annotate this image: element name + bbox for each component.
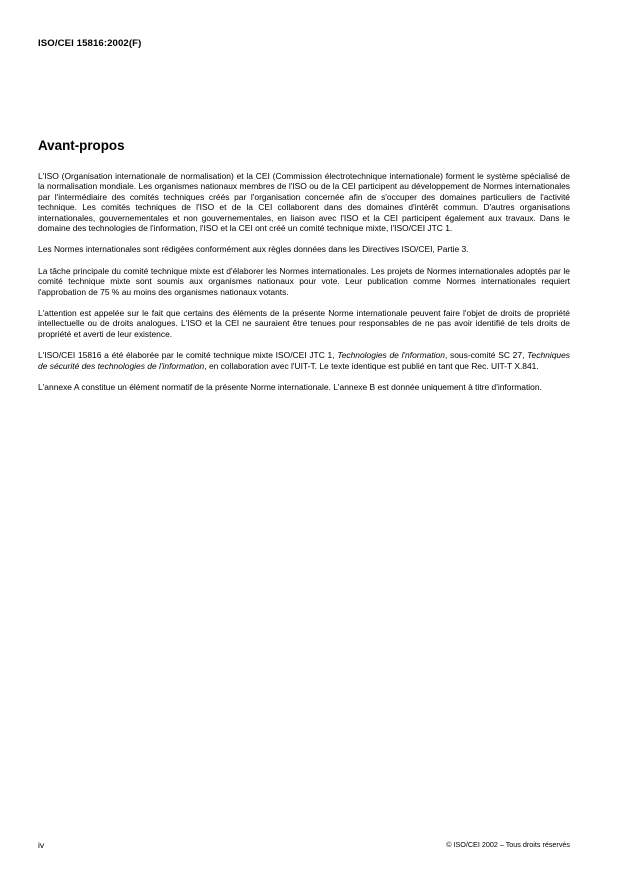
paragraph-organisation: L'ISO (Organisation internationale de normalisation) et la CEI (Commission électrotechnique internationale) forment le système spécialisé de la normalisation mondiale. Les organismes nationaux membres de l'ISO ou de la CEI participent au développement de Normes internationales par l'intermédiaire des comités techniques créés par l'organisation concernée afin de s'occuper des domaines particuliers de l'activité technique. Les comités techniques de l'ISO et de la CEI collaborent dans des domaines d'intérêt commun. D'autres organisations internationales, gouvernementales et non gouvernementales, en liaison avec l'ISO et la CEI participent également aux travaux. Dans le domaine des technologies de l'information, l'ISO et la CEI ont créé un comité technique mixte, l'ISO/CEI JTC 1.: [38, 171, 570, 234]
foreword-body: [38, 171, 570, 404]
page-number: iv: [38, 840, 45, 850]
elaboration-text-3: , en collaboration avec l'UIT-T. Le texte identique est publié en tant que Rec. UIT-T X.841.: [204, 360, 539, 371]
paragraph-elaboration: [38, 350, 570, 371]
elaboration-text-1: L'ISO/CEI 15816 a été élaborée par le comité technique mixte ISO/CEI JTC 1,: [38, 350, 338, 361]
committee-title: Technologies de l'nformation: [337, 350, 445, 361]
elaboration-text-2: , sous-comité SC 27,: [444, 350, 528, 361]
copyright-notice: © ISO/CEI 2002 – Tous droits réservés: [446, 840, 570, 849]
paragraph-annexes: L'annexe A constitue un élément normatif de la présente Norme internationale. L'annexe B est donnée uniquement à titre d'information.: [38, 382, 542, 393]
paragraph-directives: Les Normes internationales sont rédigées conformément aux règles données dans les Directives ISO/CEI, Partie 3.: [38, 244, 469, 255]
paragraph-main-task: La tâche principale du comité technique mixte est d'élaborer les Normes internationales. Les projets de Normes internationales adoptés par le comité technique mixte sont soumis aux organismes nationaux pour vote. Leur publication comme Normes internationales requiert l'approbation de 75 % au moins des organismes nationaux votants.: [38, 265, 570, 297]
subcommittee-title: Techniques de sécurité des technologies de l'information: [38, 350, 571, 371]
document-code: ISO/CEI 15816:2002(F): [38, 38, 142, 49]
paragraph-patent-notice: L'attention est appelée sur le fait que certains des éléments de la présente Norme internationale peuvent faire l'objet de droits de propriété intellectuelle ou de droits analogues. L'ISO et la CEI ne sauraient être tenues pour responsables de ne pas avoir identifié de tels droits de propriété et averti de leur existence.: [38, 308, 570, 339]
section-title: Avant-propos: [38, 138, 125, 153]
